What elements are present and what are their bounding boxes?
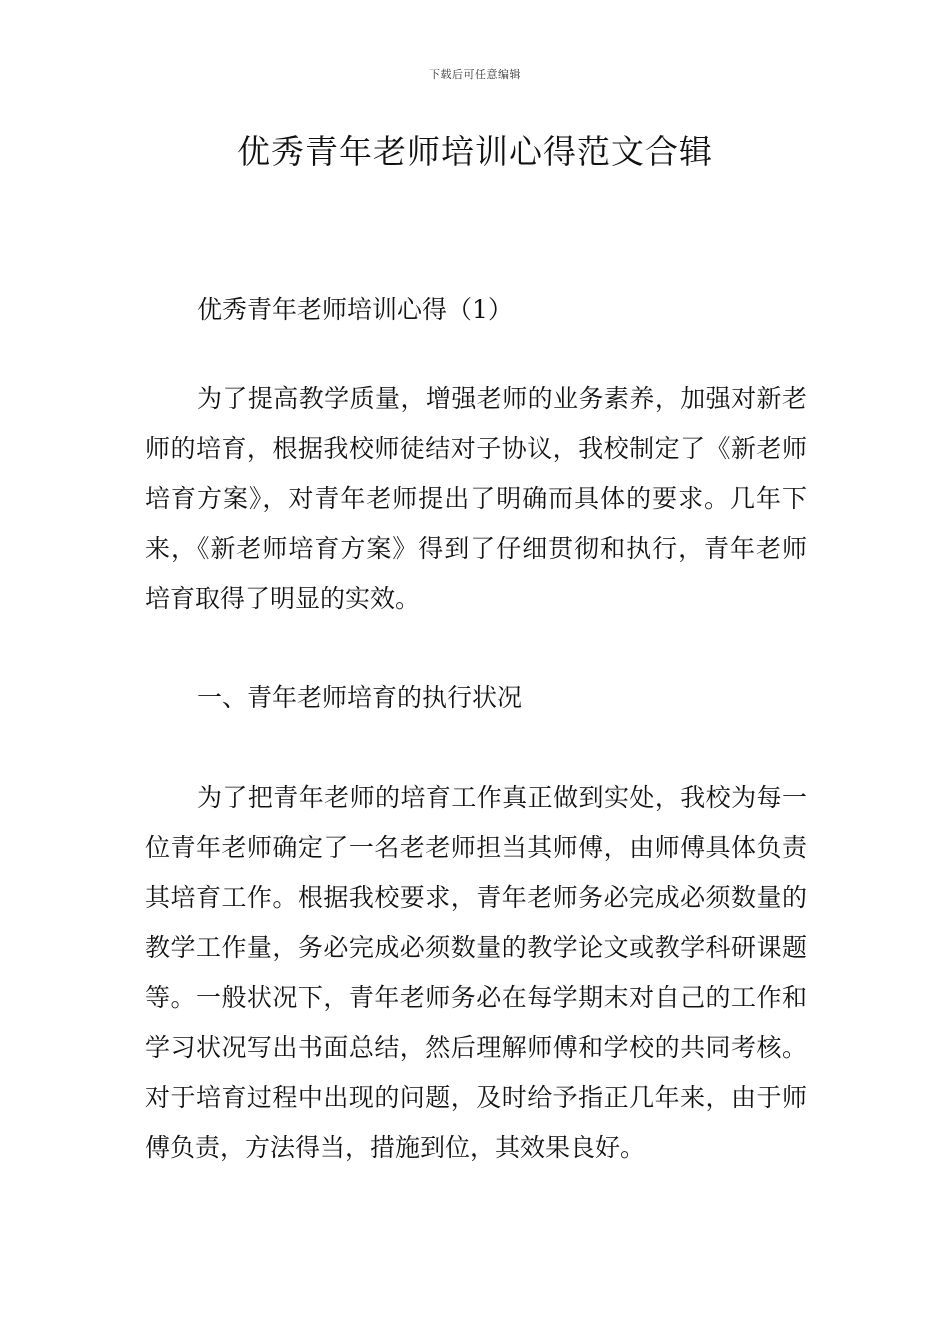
subheading-execution-status: 一、青年老师培育的执行状况 [197,683,523,712]
section-heading: 优秀青年老师培训心得（1） [197,295,513,324]
header-note: 下载后可任意编辑 [429,68,521,81]
document-title: 优秀青年老师培训心得范文合辑 [237,132,713,171]
intro-paragraph: 为了提高教学质量，增强老师的业务素养，加强对新老师的培育，根据我校师徒结对子协议，我校制定了《新老师培育方案》，对青年老师提出了明确而具体的要求。几年下来，《新老师培育方案》得到了仔细贯彻和执行，青年老师培育取得了明显的实效。 [145,384,807,613]
paragraph-execution-details: 为了把青年老师的培育工作真正做到实处，我校为每一位青年老师确定了一名老老师担当其师傅，由师傅具体负责其培育工作。根据我校要求，青年老师务必完成必须数量的教学工作量，务必完成必须数量的教学论文或教学科研课题等。一般状况下，青年老师务必在每学期末对自己的工作和学习状况写出书面总结，然后理解师傅和学校的共同考核。对于培育过程中出现的问题，及时给予指正几年来，由于师傅负责，方法得当，措施到位，其效果良好。 [145,783,807,1162]
